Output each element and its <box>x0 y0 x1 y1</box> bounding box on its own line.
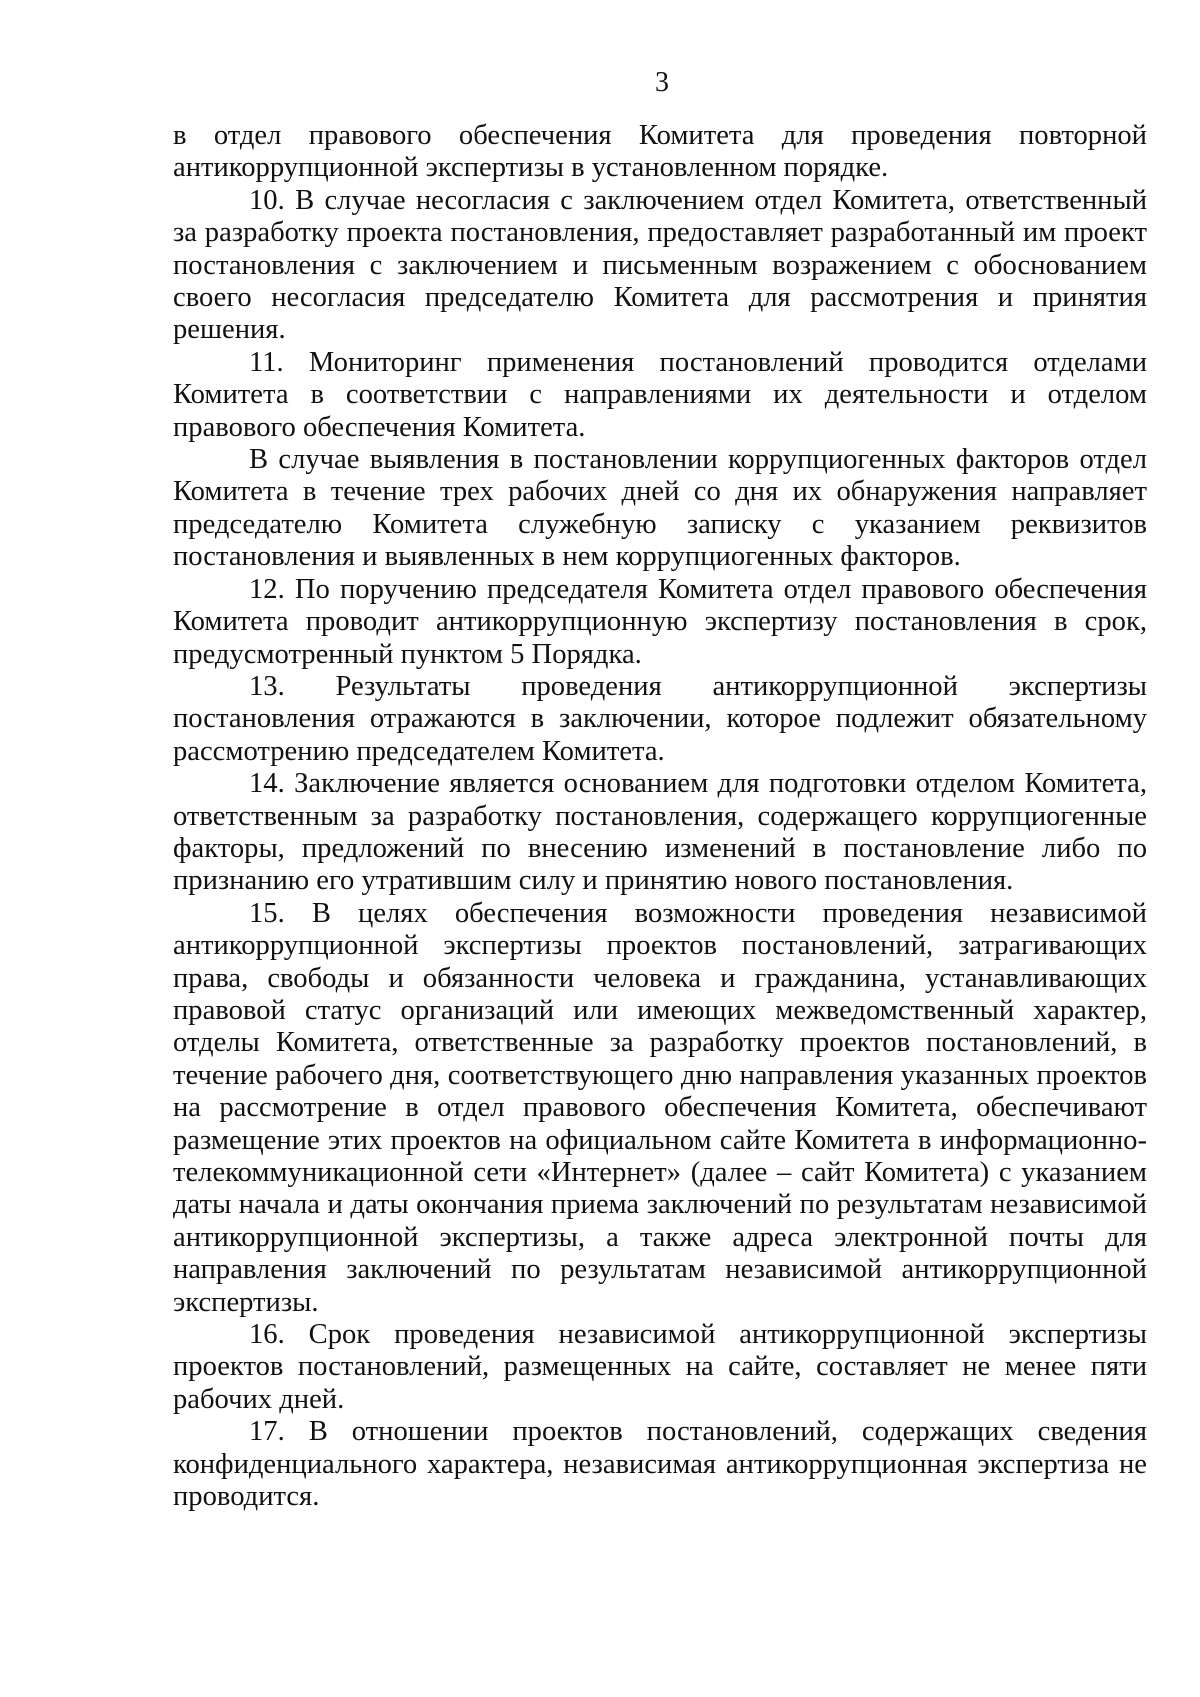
paragraph-15: 15. В целях обеспечения возможности проведения независимой антикоррупционной экспертизы проектов постановлений, затрагивающих права, свободы и обязанности человека и гражданина, устанавливающих правовой статус организаций или имеющих межведомственный характер, отделы Комитета, ответственные за разработку проектов постановлений, в течение рабочего дня, соответствующего дню направления указанных проектов на рассмотрение в отдел правового обеспечения Комитета, обеспечивают размещение этих проектов на официальном сайте Комитета в информационно-телекоммуникационной сети «Интернет» (далее – сайт Комитета) с указанием даты начала и даты окончания приема заключений по результатам независимой антикоррупционной экспертизы, а также адреса электронной почты для направления заключений по результатам независимой антикоррупционной экспертизы. <box>173 897 1147 1318</box>
paragraph-13: 13. Результаты проведения антикоррупционной экспертизы постановления отражаются в заключении, которое подлежит обязательному рассмотрению председателем Комитета. <box>173 670 1147 767</box>
paragraph-16: 16. Срок проведения независимой антикоррупционной экспертизы проектов постановлений, размещенных на сайте, составляет не менее пяти рабочих дней. <box>173 1319 1147 1415</box>
paragraph-17: 17. В отношении проектов постановлений, содержащих сведения конфиденциального характера, независимая антикоррупционная экспертиза не проводится. <box>173 1416 1147 1513</box>
document-page <box>173 66 1147 1513</box>
paragraph-14: 14. Заключение является основанием для подготовки отделом Комитета, ответственным за разработку постановления, содержащего коррупциогенные факторы, предложений по внесению изменений в постановление либо по признанию его утратившим силу и принятию нового постановления. <box>173 768 1147 897</box>
page-number: 3 <box>655 67 669 98</box>
paragraph-12: 12. По поручению председателя Комитета отдел правового обеспечения Комитета проводит антикоррупционную экспертизу постановления в срок, предусмотренный пунктом 5 Порядка. <box>173 573 1147 670</box>
paragraph-11-continued: В случае выявления в постановлении коррупциогенных факторов отдел Комитета в течение трех рабочих дней со дня их обнаружения направляет председателю Комитета служебную записку с указанием реквизитов постановления и выявленных в нем коррупциогенных факторов. <box>173 444 1147 573</box>
paragraph-11: 11. Мониторинг применения постановлений проводится отделами Комитета в соответствии с направлениями их деятельности и отделом правового обеспечения Комитета. <box>173 346 1147 443</box>
paragraph-continued: в отдел правового обеспечения Комитета для проведения повторной антикоррупционной экспертизы в установленном порядке. <box>173 120 1147 184</box>
paragraph-10: 10. В случае несогласия с заключением отдел Комитета, ответственный за разработку проекта постановления, предоставляет разработанный им проект постановления с заключением и письменным возражением с обоснованием своего несогласия председателю Комитета для рассмотрения и принятия решения. <box>173 184 1147 346</box>
